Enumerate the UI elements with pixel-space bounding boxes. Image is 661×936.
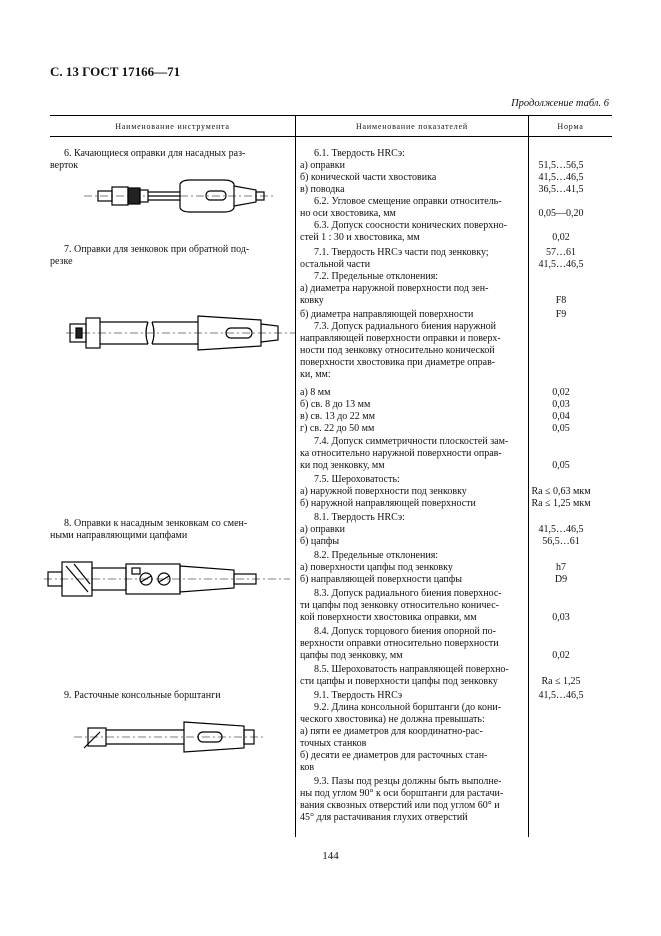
tool-6-line-2: верток: [50, 160, 79, 171]
indicator-row-37: ти цапфы под зенковку относительно коничес-: [300, 600, 499, 611]
indicator-row-24: 7.4. Допуск симметричности плоскостей зам-: [314, 436, 509, 447]
indicator-row-3: б) конической части хвостовика: [300, 172, 437, 183]
norm-value-8: 0,02: [552, 232, 570, 243]
indicator-row-18: поверхности хвостовика при диаметре оправ-: [300, 357, 496, 368]
column-header-tool: Наименование инструмента: [115, 122, 230, 131]
indicator-row-32: б) цапфы: [300, 536, 340, 547]
norm-value-22: 0,04: [552, 411, 570, 422]
indicator-row-26: ки под зенковку, мм: [300, 460, 385, 471]
indicator-row-8: стей 1 : 30 и хвостовика, мм: [300, 232, 420, 243]
norm-value-26: 0,05: [552, 460, 570, 471]
indicator-row-50: ков: [300, 762, 315, 773]
norm-value-23: 0,05: [552, 423, 570, 434]
page-header: С. 13 ГОСТ 17166—71: [50, 64, 181, 79]
indicator-row-30: 8.1. Твердость HRCэ:: [314, 512, 405, 523]
norm-value-10: 41,5…46,5: [538, 259, 584, 270]
indicator-row-33: 8.2. Предельные отклонения:: [314, 550, 439, 561]
norm-value-35: D9: [554, 574, 568, 585]
norm-value-28: Ra ≤ 0,63 мкм: [531, 486, 591, 497]
page-number: 144: [322, 850, 339, 862]
indicator-row-34: а) поверхности цапфы под зенковку: [300, 562, 453, 573]
tool-8-line-2: ными направляющими цапфами: [50, 530, 188, 541]
pilot-mandrel-drawing: [44, 554, 290, 604]
tool-8-line-1: 8. Оправки к насадным зенковкам со смен-: [64, 518, 248, 529]
tool-9-line-1: 9. Расточные консольные борштанги: [64, 690, 221, 701]
indicator-row-6: но оси хвостовика, мм: [300, 208, 396, 219]
indicator-row-27: 7.5. Шероховатость:: [314, 474, 400, 485]
indicator-row-15: 7.3. Допуск радиального биения наружной: [314, 321, 496, 332]
indicator-row-22: в) св. 13 до 22 мм: [300, 411, 375, 422]
indicator-row-36: 8.3. Допуск радиального биения поверхнос-: [314, 588, 502, 599]
indicator-row-12: а) диаметра наружной поверхности под зен-: [300, 283, 489, 294]
tool-6-line-1: 6. Качающиеся оправки для насадных раз-: [64, 148, 246, 159]
indicator-row-35: б) направляющей поверхности цапфы: [300, 574, 462, 585]
column-header-norm: Норма: [557, 122, 584, 131]
column-header-indicator: Наименование показателей: [355, 122, 468, 131]
norm-value-6: 0,05—0,20: [538, 208, 584, 219]
indicator-row-54: 45° для растачивания глухих отверстий: [300, 812, 468, 823]
indicator-row-4: в) поводка: [300, 184, 345, 195]
norm-value-34: h7: [556, 562, 566, 573]
indicator-row-51: 9.3. Пазы под резцы должны быть выполне-: [314, 776, 502, 787]
indicator-row-47: а) пяти ее диаметров для координатно-рас-: [300, 726, 483, 737]
column-divider-1: [295, 115, 296, 837]
indicator-row-49: б) десяти ее диаметров для расточных стан-: [300, 750, 488, 761]
norm-value-38: 0,03: [552, 612, 570, 623]
indicator-row-10: остальной части: [300, 259, 371, 270]
norm-value-14: F9: [555, 309, 567, 320]
indicator-row-48: точных станков: [300, 738, 367, 749]
indicator-row-40: верхности оправки относительно поверхности: [300, 638, 499, 649]
boring-bar-drawing: [74, 712, 264, 762]
norm-value-20: 0,02: [552, 387, 570, 398]
norm-value-9: 57…61: [546, 247, 576, 258]
indicator-row-5: 6.2. Угловое смещение оправки относитель-: [314, 196, 502, 207]
indicator-row-7: 6.3. Допуск соосности конических поверхно-: [314, 220, 507, 231]
indicator-row-45: 9.2. Длина консольной борштанги (до кони-: [314, 702, 502, 713]
indicator-row-42: 8.5. Шероховатость направляющей поверхно-: [314, 664, 509, 675]
tool-7-line-1: 7. Оправки для зенковок при обратной под-: [64, 244, 250, 255]
norm-value-2: 51,5…56,5: [538, 160, 584, 171]
indicator-row-19: ки, мм:: [300, 369, 331, 380]
indicator-row-39: 8.4. Допуск торцового биения опорной по-: [314, 626, 496, 637]
norm-value-3: 41,5…46,5: [538, 172, 584, 183]
column-divider-2: [528, 115, 529, 837]
indicator-row-2: а) оправки: [300, 160, 345, 171]
indicator-row-28: а) наружной поверхности под зенковку: [300, 486, 467, 497]
indicator-row-25: ка относительно наружной поверхности оправ-: [300, 448, 502, 459]
indicator-row-31: а) оправки: [300, 524, 345, 535]
norm-value-29: Ra ≤ 1,25 мкм: [531, 498, 591, 509]
indicator-row-44: 9.1. Твердость HRCэ: [314, 690, 403, 701]
indicator-row-16: направляющей поверхности оправки и поверх-: [300, 333, 501, 344]
indicator-row-11: 7.2. Предельные отклонения:: [314, 271, 439, 282]
indicator-row-53: вания сквозных отверстий или под углом 60° и: [300, 800, 500, 811]
indicator-row-46: ческого хвостовика) не должна превышать:: [300, 714, 485, 725]
indicator-row-23: г) св. 22 до 50 мм: [300, 423, 375, 434]
norm-value-44: 41,5…46,5: [538, 690, 584, 701]
swinging-mandrel-drawing: [84, 176, 274, 216]
indicator-row-41: цапфы под зенковку, мм: [300, 650, 403, 661]
norm-value-31: 41,5…46,5: [538, 524, 584, 535]
norm-value-41: 0,02: [552, 650, 570, 661]
indicator-row-9: 7.1. Твердость HRCэ части под зенковку;: [314, 247, 489, 258]
indicator-row-14: б) диаметра направляющей поверхности: [300, 309, 474, 320]
indicator-row-20: а) 8 мм: [300, 387, 331, 398]
norm-value-13: F8: [555, 295, 567, 306]
norm-value-21: 0,03: [552, 399, 570, 410]
indicator-row-43: сти цапфы и поверхности цапфы под зенковку: [300, 676, 498, 687]
norm-value-4: 36,5…41,5: [538, 184, 584, 195]
norm-value-32: 56,5…61: [542, 536, 580, 547]
indicator-row-13: ковку: [300, 295, 324, 306]
indicator-row-21: б) св. 8 до 13 мм: [300, 399, 371, 410]
indicator-row-1: 6.1. Твердость HRCэ:: [314, 148, 405, 159]
table-continuation-label: Продолжение табл. 6: [511, 98, 609, 109]
indicator-row-38: кой поверхности хвостовика оправки, мм: [300, 612, 477, 623]
indicator-row-52: ны под углом 90° к оси борштанги для растачи-: [300, 788, 504, 799]
indicator-row-29: б) наружной направляющей поверхности: [300, 498, 476, 509]
counterbore-mandrel-drawing: [66, 310, 296, 356]
tool-7-line-2: резке: [50, 256, 73, 267]
indicator-row-17: ности под зенковку относительно конической: [300, 345, 495, 356]
norm-value-43: Ra ≤ 1,25: [541, 676, 581, 687]
